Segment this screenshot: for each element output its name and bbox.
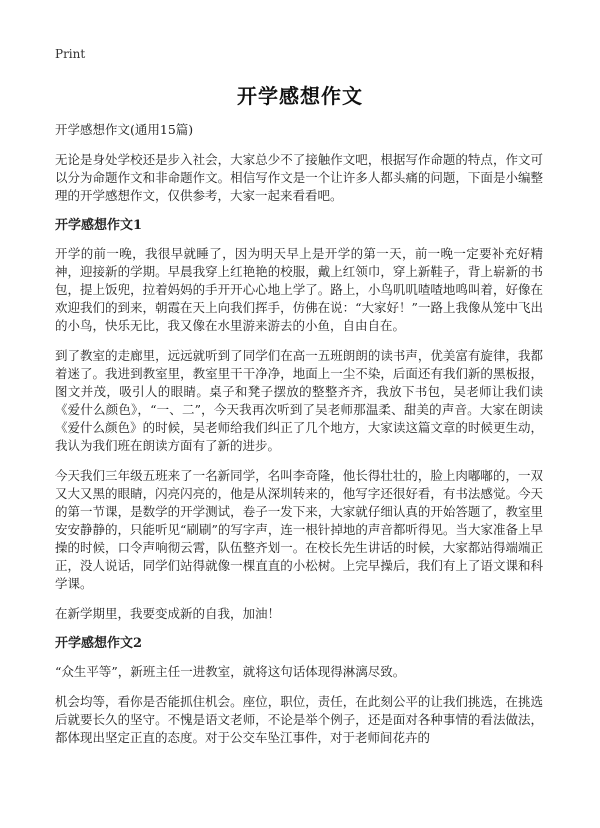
document-body (55, 121, 543, 759)
paragraph: 到了教室的走廊里，远远就听到了同学们在高一五班朗朗的读书声，优美富有旋律，我都着迷了。我进到教室里，教室里干干净净，地面上一尘不染，后面还有我们新的黑板报，图文并茂，吸引人的眼睛。桌子和凳子摆放的整整齐齐，我放下书包，吴老师让我们读《爱什么颜色》，“一、二”，今天我再次听到了吴老师那温柔、甜美的声音。大家在朗读《爱什么颜色》的时候，吴老师给我们纠正了几个地方，大家读这篇文章的时候更生动，我认为我们班在朗读方面有了新的进步。 (55, 348, 543, 453)
print-link[interactable]: Print (55, 47, 86, 61)
section-heading: 开学感想作文2 (55, 636, 143, 651)
paragraph: 今天我们三年级五班来了一名新同学，名叫李奇隆，他长得壮壮的，脸上肉嘟嘟的，一双又大又黑的眼睛，闪亮闪亮的，他是从深圳转来的，他写字还很好看，有书法感觉。今天的第一节课，是数学的开学测试，卷子一发下来，大家就仔细认真的开始答题了，教室里安安静静的，只能听见“刷刷”的写字声，连一根针掉地的声音都听得见。当大家准备上早操的时候，口令声响彻云霄，队伍整齐划一。在校长先生讲话的时候，大家都站得端端正正，没人说话，同学们站得就像一棵直直的小松树。上完早操后，我们有上了语文课和科学课。 (55, 468, 543, 591)
document-subtitle: 开学感想作文(通用15篇) (55, 122, 194, 137)
paragraph: 在新学期里，我要变成新的自我，加油！ (55, 606, 281, 621)
section-1 (55, 217, 543, 623)
section-2 (55, 635, 543, 747)
paragraph: “众生平等”，新班主任一进教室，就将这句话体现得淋漓尽致。 (55, 664, 406, 679)
intro-paragraph: 无论是身处学校还是步入社会，大家总少不了接触作文吧，根据写作命题的特点，作文可以分为命题作文和非命题作文。相信写作文是一个让许多人都头痛的问题，下面是小编整理的开学感想作文，仅供参考，大家一起来看看吧。 (55, 152, 543, 203)
page-title: 开学感想作文 (237, 84, 363, 108)
paragraph: 开学的前一晚，我很早就睡了，因为明天早上是开学的第一天，前一晚一定要补充好精神，迎接新的学期。早晨我穿上红艳艳的校服，戴上红领巾，穿上新鞋子，背上崭新的书包，提上饭兜，拉着妈妈的手开开心心地上学了。路上，小鸟叽叽喳喳地鸣叫着，好像在欢迎我们的到来，朝霞在天上向我们挥手，仿佛在说：“大家好！”一路上我像从笼中飞出的小鸟，快乐无比，我又像在水里游来游去的小鱼，自由自在。 (55, 246, 543, 333)
section-heading: 开学感想作文1 (55, 218, 143, 233)
paragraph: 机会均等，看你是否能抓住机会。座位，职位，责任，在此刻公平的让我们挑选，在挑选后就要长久的坚守。不愧是语文老师，不论是举个例子，还是面对各种事情的看法做法，都体现出坚定正直的态度。对于公交车坠江事件，对于老师间花卉的 (55, 694, 543, 745)
